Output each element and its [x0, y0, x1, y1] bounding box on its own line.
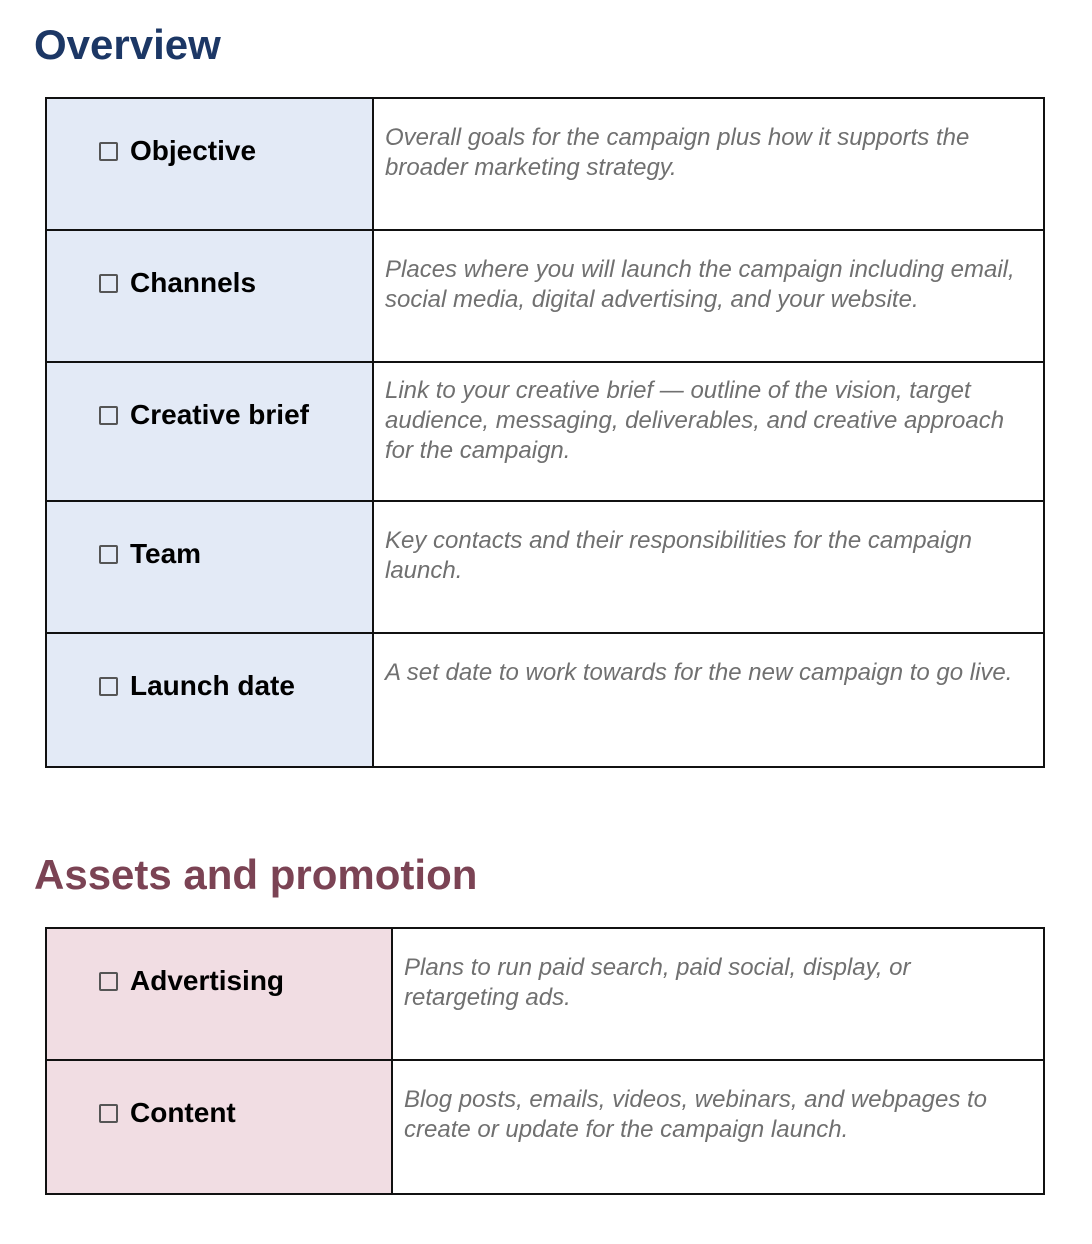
item-label: Launch date [130, 670, 295, 701]
item-description: Blog posts, emails, videos, webinars, and webpages to create or update for the campaign launch. [392, 1060, 1044, 1194]
table-row [46, 501, 1044, 633]
item-label: Objective [130, 135, 257, 166]
checkbox[interactable] [99, 406, 118, 425]
checklist-item-advertising [46, 928, 392, 1060]
item-description: Places where you will launch the campaign including email, social media, digital advertising, and your website. [373, 230, 1044, 362]
table-row [46, 1060, 1044, 1194]
checkbox[interactable] [99, 972, 118, 991]
item-label: Creative brief [130, 399, 309, 430]
overview-table [45, 97, 1045, 768]
checklist-item-launch-date [46, 633, 373, 767]
table-row [46, 928, 1044, 1060]
checkbox[interactable] [99, 274, 118, 293]
checklist-item-team [46, 501, 373, 633]
item-description: A set date to work towards for the new campaign to go live. [373, 633, 1044, 767]
item-description: Overall goals for the campaign plus how it supports the broader marketing strategy. [373, 98, 1044, 230]
checklist-item-content [46, 1060, 392, 1194]
checklist-item-objective [46, 98, 373, 230]
checkbox[interactable] [99, 1104, 118, 1123]
item-label: Content [130, 1097, 236, 1128]
table-row [46, 98, 1044, 230]
item-label: Channels [130, 267, 257, 298]
item-description: Key contacts and their responsibilities for the campaign launch. [373, 501, 1044, 633]
checkbox[interactable] [99, 142, 118, 161]
checkbox[interactable] [99, 545, 118, 564]
item-label: Team [130, 538, 202, 569]
checkbox[interactable] [99, 677, 118, 696]
assets-table [45, 927, 1045, 1195]
overview-heading: Overview [34, 21, 221, 68]
table-row [46, 633, 1044, 767]
item-label: Advertising [130, 965, 285, 996]
item-description: Plans to run paid search, paid social, display, or retargeting ads. [392, 928, 1044, 1060]
checklist-item-creative-brief [46, 362, 373, 501]
assets-heading: Assets and promotion [34, 851, 478, 898]
item-description: Link to your creative brief — outline of the vision, target audience, messaging, deliverables, and creative approach for the campaign. [373, 362, 1044, 501]
table-row [46, 362, 1044, 501]
checklist-item-channels [46, 230, 373, 362]
table-row [46, 230, 1044, 362]
